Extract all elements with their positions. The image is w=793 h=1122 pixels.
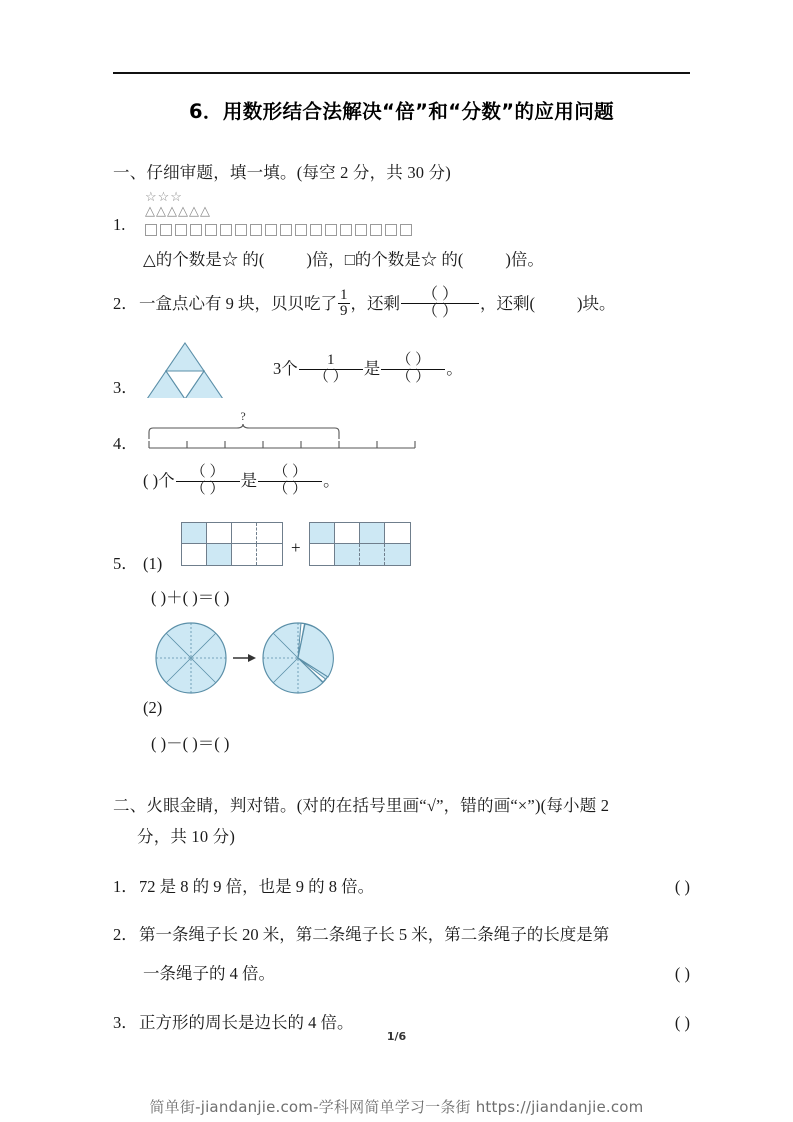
question-1: [113, 190, 690, 270]
grid-b-cell-2-1: [310, 544, 335, 565]
grid-a-row-2: [182, 544, 282, 565]
tf-item-2-number: 2．: [113, 925, 138, 945]
grid-a-cell-2-3: [232, 544, 257, 565]
q2-ans-num[interactable]: （ ）: [421, 285, 458, 303]
q1-number: 1.: [113, 214, 126, 234]
q5-part1-answer[interactable]: ( )＋( )＝( ): [151, 588, 230, 608]
q5-grid-a: [181, 522, 283, 570]
q1-square: [145, 224, 157, 236]
q4-unit: 个: [158, 471, 175, 491]
q2-text-b: ，还剩: [350, 293, 400, 313]
grid-a-row-1: [182, 523, 282, 544]
q3-frac2-num[interactable]: （ ）: [396, 352, 431, 369]
grid-a-cell-2-2: [207, 544, 232, 565]
q2-answer-fraction[interactable]: [401, 287, 479, 322]
tf-item-3-text: 正方形的周长是边长的 4 倍。: [139, 1012, 354, 1032]
q4-number-line-figure: [143, 408, 443, 463]
question-5-part2: [113, 620, 690, 754]
q5-plus-sign: +: [291, 538, 301, 558]
q2-text-c: ，还剩(: [480, 293, 535, 313]
q3-is: 是: [363, 359, 381, 379]
grid-b-cell-1-3: [360, 523, 385, 544]
pie-circles-icon: [153, 620, 353, 696]
grid-b-row-1: [310, 523, 410, 544]
q2-number: 2．: [113, 293, 138, 313]
q1-square: [310, 224, 322, 236]
q1-square: [205, 224, 217, 236]
q3-unit: 个: [281, 359, 298, 379]
divided-triangle-icon: [147, 340, 223, 398]
section-two-heading: [113, 790, 690, 853]
q3-frac1-num: 1: [327, 352, 335, 369]
fraction-grid-b: [309, 522, 411, 566]
q1-square: [190, 224, 202, 236]
q1-square: [235, 224, 247, 236]
q4-frac2-den[interactable]: （ ）: [258, 481, 322, 498]
tf-item-1-answer-box[interactable]: ( ): [674, 876, 690, 896]
site-footer: 简单街-jiandanjie.com-学科网简单学习一条街 https://jiandanjie.com: [149, 1098, 644, 1116]
grid-a-cell-2-4: [257, 544, 282, 565]
tf-item-1-number: 1．: [113, 876, 138, 896]
q1-square: [325, 224, 337, 236]
q1-square: [340, 224, 352, 236]
q3-fraction-1[interactable]: [299, 353, 363, 386]
fraction-grid-a: [181, 522, 283, 566]
q4-number: 4．: [113, 434, 138, 454]
tf-item-3-answer-box[interactable]: ( ): [674, 1012, 690, 1032]
question-5-part1: [113, 522, 690, 620]
q1-square: [265, 224, 277, 236]
section-one-heading: 一、仔细审题，填一填。(每空 2 分，共 30 分): [113, 163, 451, 182]
grid-a-cell-1-2: [207, 523, 232, 544]
question-2: [113, 285, 690, 323]
q5-number: 5．: [113, 554, 138, 574]
tf-item-1-body: [113, 877, 464, 896]
q1-square: [295, 224, 307, 236]
pie-right: [263, 623, 333, 693]
q4-fraction-2[interactable]: [258, 465, 322, 498]
q3-frac1-den[interactable]: （ ）: [299, 369, 363, 386]
q1-text-b: )倍，: [306, 249, 345, 269]
grid-b-cell-1-4: [385, 523, 410, 544]
q1-text-a: △的个数是☆ 的(: [143, 249, 265, 269]
grid-b-cell-2-2: [335, 544, 360, 565]
q4-fraction-1[interactable]: [176, 465, 240, 498]
q4-brace-label: ?: [240, 409, 246, 424]
q1-sentence: [113, 246, 690, 270]
q1-text-c: □的个数是☆ 的(: [344, 249, 464, 269]
grid-a-cell-1-4: [257, 523, 282, 544]
grid-a-cell-2-1: [182, 544, 207, 565]
tf-item-1-text: 72 是 8 的 9 倍，也是 9 的 8 倍。: [139, 876, 375, 896]
q4-blank[interactable]: ( ): [143, 471, 159, 491]
q1-square: [175, 224, 187, 236]
tf-item-2-answer-box[interactable]: ( ): [674, 964, 690, 984]
q1-square: [160, 224, 172, 236]
q4-frac1-den[interactable]: （ ）: [176, 481, 240, 498]
grid-b-cell-2-3: [360, 544, 385, 565]
q4-frac2-num[interactable]: （ ）: [273, 464, 307, 481]
question-4: [113, 408, 690, 518]
tf-item-2-text-line2: 一条绳子的 4 倍。: [143, 964, 275, 984]
tf-item-1: [113, 875, 690, 900]
q4-frac1-num[interactable]: （ ）: [190, 464, 225, 481]
q1-square: [400, 224, 412, 236]
grid-b-cell-1-2: [335, 523, 360, 544]
q3-period: 。: [446, 359, 463, 379]
header-rule: [113, 72, 690, 74]
q1-square: [250, 224, 262, 236]
q2-text-a: 一盒点心有 9 块，贝贝吃了: [139, 293, 337, 313]
q1-square: [385, 224, 397, 236]
q3-fraction-2[interactable]: [381, 353, 445, 386]
section-two-heading-line2: 分，共 10 分): [137, 827, 236, 847]
q2-frac-den: 9: [340, 303, 348, 320]
section-one: [113, 160, 690, 754]
question-3: [113, 340, 690, 402]
number-line-icon: [143, 408, 443, 458]
q1-text-d: )倍。: [505, 249, 544, 269]
grid-b-cell-2-4: [385, 544, 410, 565]
q4-is: 是: [240, 471, 258, 491]
grid-a-cell-1-1: [182, 523, 207, 544]
q1-square: [370, 224, 382, 236]
q3-triangle-figure: [147, 340, 223, 403]
q4-expression: [143, 466, 340, 499]
tf-item-2: [113, 923, 690, 987]
q3-expression: [273, 354, 463, 387]
tf-item-3-number: 3．: [113, 1012, 138, 1032]
q2-ans-den[interactable]: （ ）: [401, 303, 479, 321]
page-title: 6．用数形结合法解决“倍”和“分数”的应用问题: [188, 100, 615, 123]
q1-square: [220, 224, 232, 236]
section-two: [113, 790, 690, 1036]
q5-grid-b: [309, 522, 411, 570]
section-two-heading-line1: 二、火眼金睛，判对错。(对的在括号里画“√”，错的画“×”)(每小题 2: [113, 796, 610, 815]
q2-fraction: [338, 288, 350, 321]
q5-part1-label: (1): [143, 554, 163, 574]
q1-squares: [145, 221, 415, 239]
q3-number: 3．: [113, 378, 138, 398]
arrow-right-icon: [233, 654, 256, 662]
q1-triangles: △△△△△△: [145, 202, 211, 218]
q1-stars: ☆☆☆: [145, 188, 183, 204]
q5-part2-answer[interactable]: ( )－( )＝( ): [151, 734, 230, 754]
q3-count: 3: [273, 359, 282, 379]
tf-item-2-text-line1: 第一条绳子长 20 米，第二条绳子长 5 米，第二条绳子的长度是第: [139, 925, 610, 945]
q2-frac-num: 1: [340, 286, 348, 303]
grid-a-cell-1-3: [232, 523, 257, 544]
q3-frac2-den[interactable]: （ ）: [381, 369, 445, 386]
q4-period: 。: [323, 471, 340, 491]
q5-pie-figure: [153, 620, 353, 701]
pie-left: [156, 623, 226, 693]
q1-square: [280, 224, 292, 236]
grid-b-row-2: [310, 544, 410, 565]
page-number: 1/6: [386, 1030, 407, 1043]
grid-b-cell-1-1: [310, 523, 335, 544]
q5-part2-label: (2): [143, 698, 163, 718]
q2-text-d: )块。: [577, 293, 616, 313]
q1-square: [355, 224, 367, 236]
